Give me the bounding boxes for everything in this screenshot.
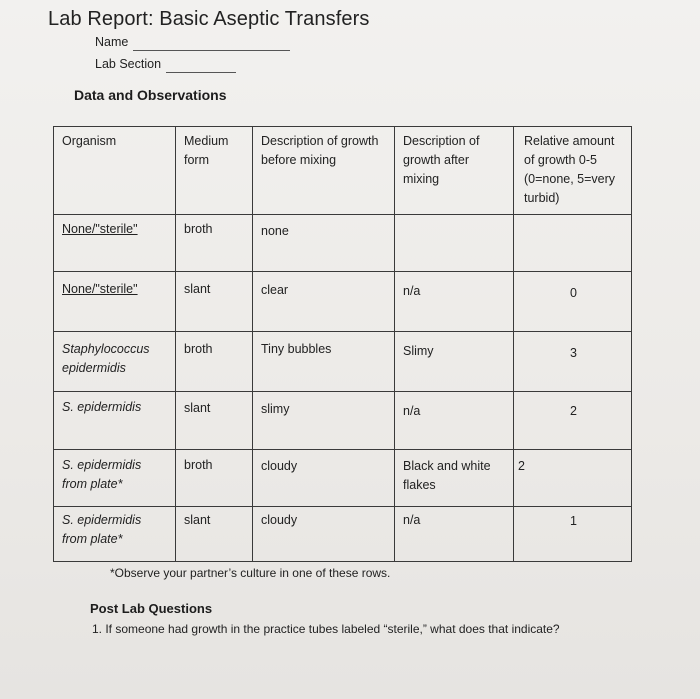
cell-medium: slant bbox=[176, 507, 253, 562]
header-before: Description of growth before mixing bbox=[253, 127, 395, 215]
cell-amount: 1 bbox=[514, 507, 632, 562]
cell-organism: S. epidermidis bbox=[54, 392, 176, 450]
header-after: Description of growth after mixing bbox=[395, 127, 514, 215]
cell-organism: S. epidermidis from plate* bbox=[54, 507, 176, 562]
lab-section-field bbox=[95, 57, 161, 71]
post-lab-question-1: 1. If someone had growth in the practice tubes labeled “sterile,” what does that indicate? bbox=[92, 622, 560, 636]
cell-after: n/a bbox=[395, 392, 514, 450]
table-header-row bbox=[54, 127, 632, 215]
table-row bbox=[54, 392, 632, 450]
header-relative-amount: Relative amount of growth 0-5 (0=none, 5=very turbid) bbox=[514, 127, 632, 215]
cell-organism: None/"sterile" bbox=[54, 215, 176, 272]
table-row bbox=[54, 215, 632, 272]
cell-after bbox=[395, 215, 514, 272]
header-medium: Medium form bbox=[176, 127, 253, 215]
cell-amount: 0 bbox=[514, 272, 632, 332]
cell-amount: 2 bbox=[514, 392, 632, 450]
post-lab-title: Post Lab Questions bbox=[90, 601, 213, 616]
cell-amount: 3 bbox=[514, 332, 632, 392]
cell-organism: None/"sterile" bbox=[54, 272, 176, 332]
cell-medium: slant bbox=[176, 392, 253, 450]
cell-after: Black and white flakes bbox=[395, 450, 514, 507]
section-title: Data and Observations bbox=[74, 87, 227, 103]
cell-after: Slimy bbox=[395, 332, 514, 392]
name-blank-line bbox=[133, 50, 290, 51]
name-field bbox=[95, 35, 128, 49]
cell-before: clear bbox=[253, 272, 395, 332]
cell-before: slimy bbox=[253, 392, 395, 450]
cell-before: Tiny bubbles bbox=[253, 332, 395, 392]
cell-after: n/a bbox=[395, 507, 514, 562]
lab-section-label: Lab Section bbox=[95, 57, 162, 71]
cell-before: none bbox=[253, 215, 395, 272]
table-row bbox=[54, 272, 632, 332]
cell-organism: Staphylococcus epidermidis bbox=[54, 332, 176, 392]
cell-amount: 2 bbox=[514, 450, 632, 507]
cell-before: cloudy bbox=[253, 507, 395, 562]
header-organism: Organism bbox=[54, 127, 176, 215]
cell-amount bbox=[514, 215, 632, 272]
cell-organism: S. epidermidis from plate* bbox=[54, 450, 176, 507]
cell-medium: broth bbox=[176, 215, 253, 272]
table-row bbox=[54, 450, 632, 507]
page-title: Lab Report: Basic Aseptic Transfers bbox=[48, 8, 370, 30]
cell-medium: broth bbox=[176, 450, 253, 507]
name-label: Name bbox=[95, 35, 129, 49]
table-row bbox=[54, 332, 632, 392]
lab-section-blank-line bbox=[166, 72, 236, 73]
cell-medium: broth bbox=[176, 332, 253, 392]
observations-table bbox=[53, 126, 632, 562]
cell-after: n/a bbox=[395, 272, 514, 332]
table-footnote: *Observe your partner’s culture in one of these rows. bbox=[110, 566, 391, 580]
table-row bbox=[54, 507, 632, 562]
cell-before: cloudy bbox=[253, 450, 395, 507]
cell-medium: slant bbox=[176, 272, 253, 332]
